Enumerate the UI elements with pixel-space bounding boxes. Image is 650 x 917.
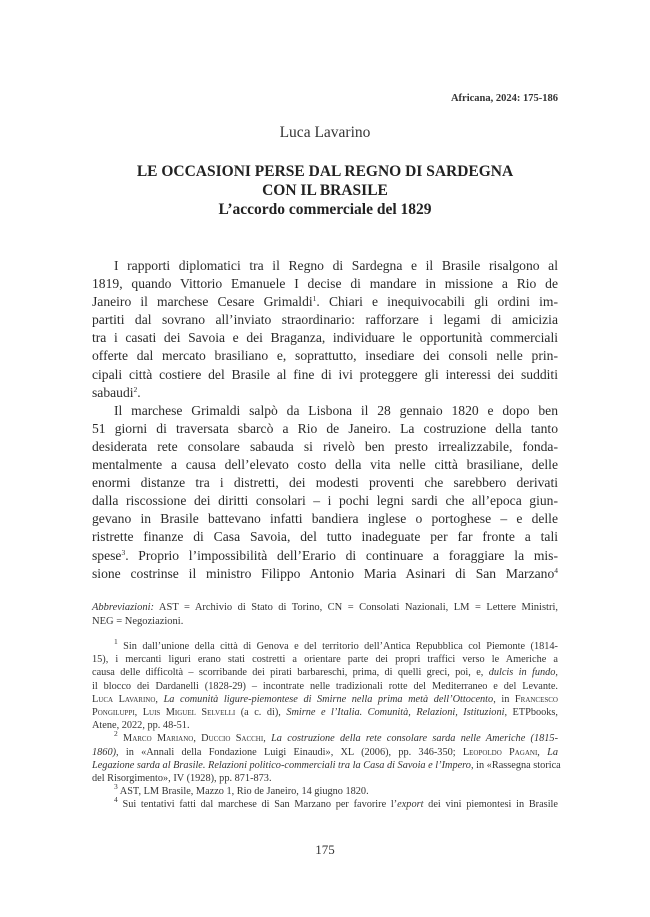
text-line: del Risorgimento», IV (1928), pp. 871-873. [92, 773, 272, 785]
text-line: $^1$ Sin dall’unione della città di Genova e del territorio dell’Antica Repubblica col Piemonte (1814- [114, 637, 558, 652]
text-line: enormi distanze tra i distretti, dei modesti proventi che sarebbero derivati [92, 475, 558, 491]
footnote-number: 2 [114, 729, 118, 739]
text-line: $^4$ Sui tentativi fatti dal marchese di San Marzano per favorire l’export dei vini piemontesi in Brasile [114, 795, 558, 811]
footnote-number: 1 [114, 637, 118, 646]
footnote-ref-2[interactable]: 2 [133, 384, 138, 394]
text-line: partiti dal sovrano all’inviato straordinario: rafforzare i legami di amicizia [92, 312, 558, 328]
footnote-1 [92, 637, 559, 732]
text-line: $^3$ AST, LM Brasile, Mazzo 1, Rio de Janeiro, 14 giugno 1820. [114, 782, 369, 798]
text-line: NEG = Negoziazioni. [92, 616, 184, 628]
text-line: Abbreviazioni: AST = Archivio di Stato di Torino, CN = Consolati Nazionali, LM = Lettere Ministri, [92, 602, 558, 613]
article-author: Luca Lavarino [279, 124, 371, 141]
text-line: mentalmente a causa dell’elevato costo della vita nelle città brasiliane, delle [92, 457, 558, 473]
text-line: gevano in Brasile battevano infatti bandiera inglese o portoghese – e delle [92, 511, 558, 527]
text-line: Legazione sarda al Brasile. Relazioni politico-commerciali tra la Casa di Savoia e l’Impero, in «Rassegna storica [92, 759, 561, 771]
abbreviations-label: Abbreviazioni: [92, 602, 155, 613]
text-line: spese$^3$. Proprio l’impossibilità dell’Erario di continuare a foraggiare la mis- [92, 547, 558, 563]
text-line: 1860), in «Annali della Fondazione Luigi Einaudi», XL (2006), pp. 346-350; Leopoldo Pagani, La [92, 746, 558, 758]
article-subtitle: L’accordo commerciale del 1829 [218, 201, 432, 218]
text-line: Janeiro il marchese Cesare Grimaldi$^1$. Chiari e inequivocabili gli ordini im- [92, 294, 558, 310]
text-line: Pongiluppi, Luis Miguel Selvelli (a c. di), Smirne e l’Italia. Comunità, Relazioni, Istituzioni, ETPbooks, [92, 707, 559, 719]
text-line: offerte dal mercato brasiliano e, soprattutto, insediare dei consoli nelle prin- [92, 348, 558, 364]
footnote-4 [92, 795, 558, 811]
text-line: il blocco dei Dardanelli (1828-29) – incontrate nelle tradizionali rotte del Mediterraneo e del Levante. [92, 680, 558, 692]
text-line: $^2$ Marco Mariano, Duccio Sacchi, La costruzione della rete consolare sarda nelle Americhe (1815- [114, 729, 559, 745]
footnote-ref-4[interactable]: 4 [554, 565, 558, 575]
footnote-number: 3 [114, 782, 118, 792]
abbreviations-note [92, 601, 558, 629]
page-number: 175 [315, 842, 335, 857]
footnote-number: 4 [114, 795, 118, 805]
footnotes [92, 637, 561, 812]
footnote-3 [92, 782, 558, 798]
text-line: dalla riscossione dei diritti consolari – i pochi legni sardi che all’epoca giun- [92, 493, 558, 509]
article-title [90, 162, 560, 219]
text-line: Luca Lavarino, La comunità ligure-piemontese di Smirne nella prima metà dell’Ottocento, in Francesco [92, 693, 558, 705]
text-line: 1819, quando Vittorio Emanuele I decise di mandare in missione a Rio de [92, 276, 558, 292]
text-line: sione costrinse il ministro Filippo Antonio Maria Asinari di San Marzano$^4$ [92, 565, 558, 581]
text-line: cipali città costiere del Brasile al fine di ivi proteggere gli interessi dei sudditi [92, 366, 558, 382]
footnote-ref-3[interactable]: 3 [121, 547, 126, 557]
text-line: Atene, 2022, pp. 48-51. [92, 720, 190, 732]
text-line: causa delle difficoltà – scorribande dei pirati barbareschi, prima, di quelli greci, poi, e, dulcis in fundo, [92, 667, 558, 679]
running-header: Africana, 2024: 175-186 [450, 93, 558, 104]
text-line: 15), i mercanti liguri erano stati costretti a orientare parte dei propri traffici verso le Americhe a [92, 654, 558, 666]
text-line: Il marchese Grimaldi salpò da Lisbona il 28 gennaio 1820 e dopo ben [114, 402, 558, 418]
text-line: desiderata rete consolare sabauda si rivelò ben presto irrealizzabile, fonda- [92, 438, 558, 454]
footnote-2 [92, 729, 561, 785]
text-line: sabaudi$^2$. [92, 384, 141, 400]
text-line: I rapporti diplomatici tra il Regno di Sardegna e il Brasile risalgono al [114, 258, 558, 273]
text-line: ristrette finanze di Casa Savoia, del tutto inadeguate per far fronte a tali [92, 529, 558, 545]
main-text [92, 257, 558, 583]
paragraph-1 [92, 257, 558, 402]
footnote-ref-1[interactable]: 1 [312, 294, 317, 304]
title-line-2: CON IL BRASILE [262, 182, 388, 199]
text-line: 51 giorni di traversata sbarcò a Rio de Janeiro. La costruzione della tanto [92, 420, 558, 436]
text-line: tra i casati dei Savoia e dei Braganza, individuare le opportunità commerciali [92, 330, 558, 346]
title-line-1: LE OCCASIONI PERSE DAL REGNO DI SARDEGNA [136, 163, 514, 180]
paragraph-2 [92, 402, 558, 583]
